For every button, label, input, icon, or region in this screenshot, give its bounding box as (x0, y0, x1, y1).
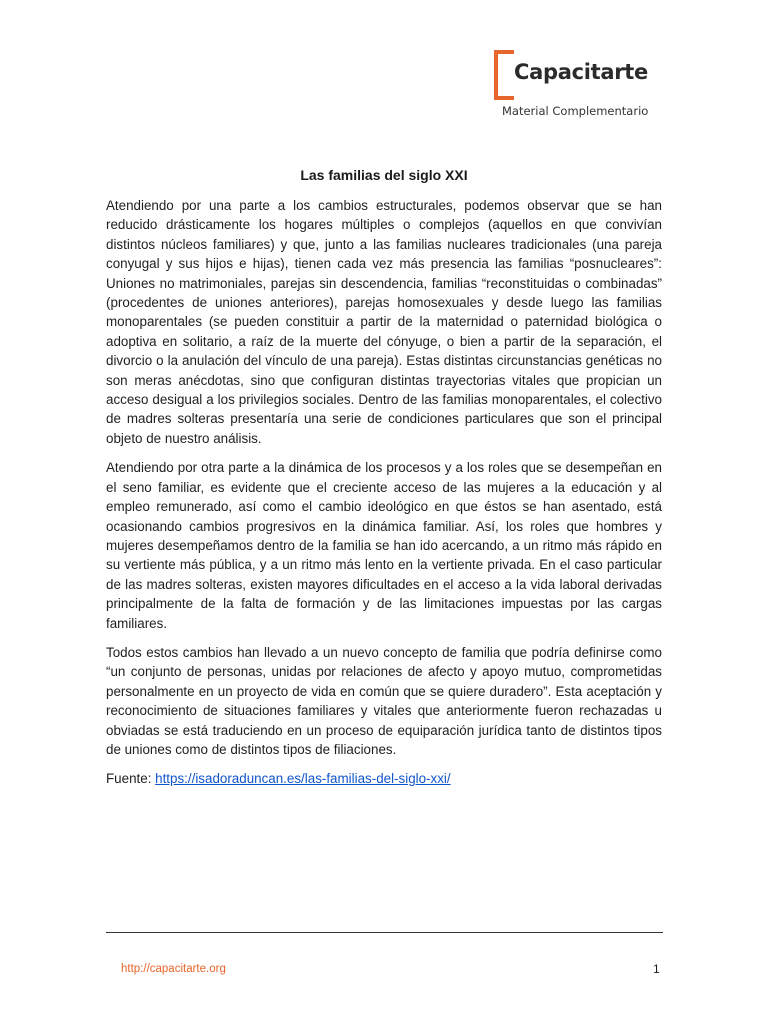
capacitarte-logo (494, 48, 664, 124)
paragraph-2: Atendiendo por otra parte a la dinámica de los procesos y a los roles que se desempeñan en el seno familiar, es evidente que el creciente acceso de las mujeres a la educación y al empleo remunerado, así como el cambio ideológico en que éstos se han asentado, está ocasionando cambios progresivos en la dinámica familiar. Así, los roles que hombres y mujeres desempeñamos dentro de la familia se han ido acercando, a un ritmo más rápido en su vertiente más pública, y a un ritmo más lento en la vertiente privada. En el caso particular de las madres solteras, existen mayores dificultades en el acceso a la vida laboral derivadas principalmente de la falta de formación y de las limitaciones impuestas por las cargas familiares. (106, 460, 662, 631)
document-title: Las familias del siglo XXI (300, 167, 468, 183)
document-body (106, 196, 662, 789)
footer-divider (106, 932, 663, 933)
paragraph-3: Todos estos cambios han llevado a un nuevo concepto de familia que podría definirse como “un conjunto de personas, unidas por relaciones de afecto y apoyo mutuo, comprometidas personalmente en un proyecto de vida en común que se quiere duradero”. Esta aceptación y reconocimiento de situaciones familiares y vitales que anteriormente fueron rechazadas u obviadas se está traduciendo en un proceso de equiparación jurídica tanto de distintos tipos de uniones como de distintos tipos de filiaciones. (106, 644, 662, 757)
source-line (106, 769, 662, 788)
source-label: Fuente: (106, 771, 156, 787)
source-link[interactable]: https://isadoraduncan.es/las-familias-del-siglo-xxi/ (155, 771, 451, 787)
logo-bracket-icon (494, 50, 514, 100)
page-number: 1 (653, 962, 660, 976)
paragraph-1: Atendiendo por una parte a los cambios estructurales, podemos observar que se han reducido drásticamente los hogares múltiples o complejos (aquellos en que convivían distintos núcleos familiares) y que, junto a las familias nucleares tradicionales (una pareja conyugal y sus hijos e hijas), tienen cada vez más presencia las familias “posnucleares”: Uniones no matrimoniales, parejas sin descendencia, familias “reconstituidas o combinadas” (procedentes de uniones anteriores), parejas homosexuales y desde luego las familias monoparentales (se pueden constituir a partir de la maternidad o paternidad biológica o adoptiva en solitario, a raíz de la muerte del cónyuge, o bien a partir de la separación, el divorcio o la anulación del vínculo de una pareja). Estas distintas circunstancias genéticas no son meras anécdotas, sino que configuran distintas trayectorias vitales que propician un acceso desigual a los privilegios sociales. Dentro de las familias monoparentales, el colectivo de madres solteras presentaría una serie de condiciones particulares que son el principal objeto de nuestro análisis. (106, 198, 662, 446)
footer-url: http://capacitarte.org (121, 963, 226, 975)
logo-subtitle: Material Complementario (502, 104, 649, 118)
logo-name: Capacitarte (514, 60, 648, 84)
